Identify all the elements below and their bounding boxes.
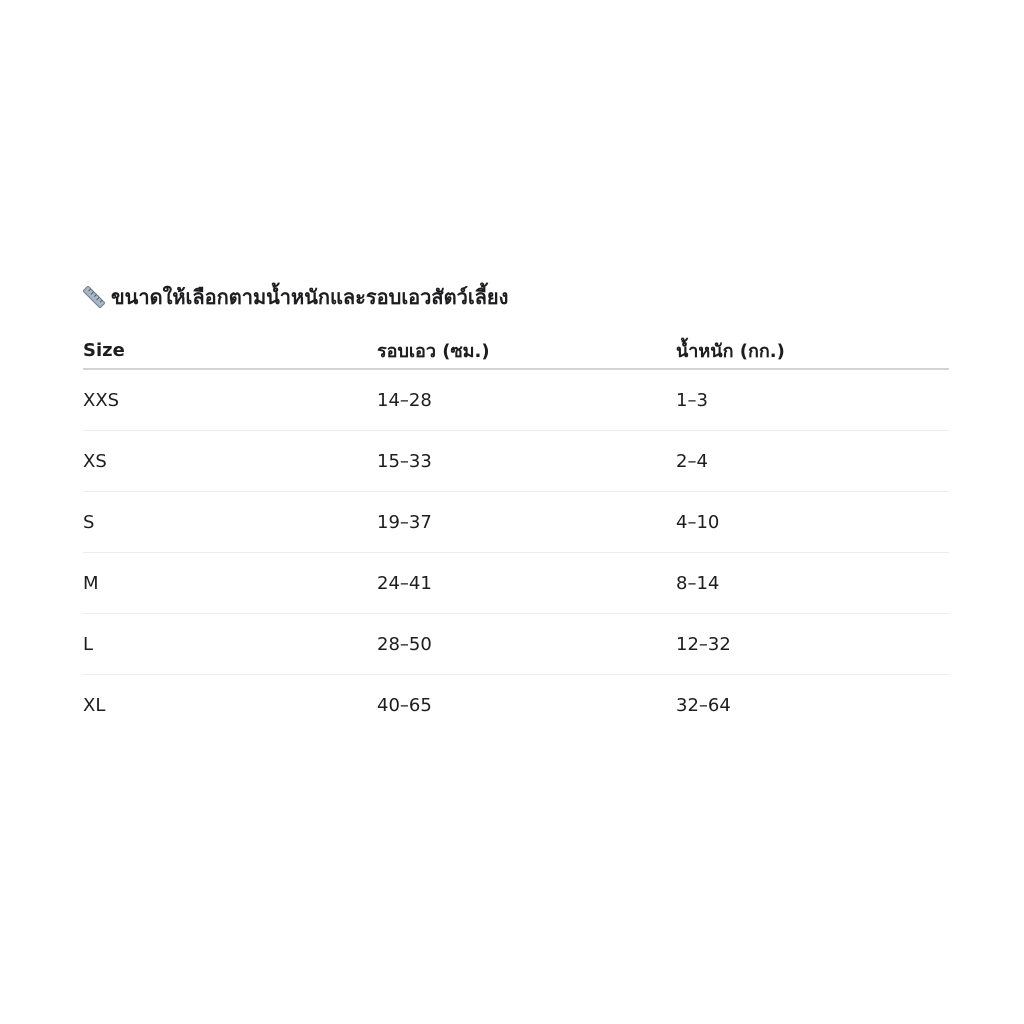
header-waist: รอบเอว (ซม.)	[377, 332, 676, 369]
table-row	[83, 431, 949, 492]
table-header-row	[83, 332, 949, 369]
weight-cell: 1–3	[676, 369, 949, 431]
waist-cell: 15–33	[377, 431, 676, 492]
size-guide-title	[83, 281, 949, 313]
size-table	[83, 332, 949, 735]
size-cell: XS	[83, 431, 377, 492]
waist-cell: 40–65	[377, 694, 432, 716]
waist-cell: 28–50	[377, 614, 676, 675]
table-row	[83, 492, 949, 553]
size-cell: L	[83, 614, 377, 675]
size-guide	[83, 281, 949, 735]
size-cell: XL	[83, 694, 106, 716]
waist-cell: 19–37	[377, 492, 676, 553]
size-guide-title-text: ขนาดให้เลือกตามน้ำหนักและรอบเอวสัตว์เลี้ยง	[111, 285, 509, 309]
waist-cell: 24–41	[377, 553, 676, 614]
ruler-icon	[83, 286, 105, 308]
weight-cell: 12–32	[676, 614, 949, 675]
waist-cell: 14–28	[377, 369, 676, 431]
table-row	[83, 675, 949, 736]
size-cell: S	[83, 492, 377, 553]
weight-cell: 2–4	[676, 431, 949, 492]
table-row	[83, 369, 949, 431]
table-row	[83, 614, 949, 675]
weight-cell: 4–10	[676, 492, 949, 553]
size-cell: M	[83, 553, 377, 614]
weight-cell: 32–64	[676, 694, 731, 716]
table-row	[83, 553, 949, 614]
header-weight: น้ำหนัก (กก.)	[676, 332, 949, 369]
size-cell: XXS	[83, 369, 377, 431]
weight-cell: 8–14	[676, 553, 949, 614]
header-size: Size	[83, 332, 377, 369]
